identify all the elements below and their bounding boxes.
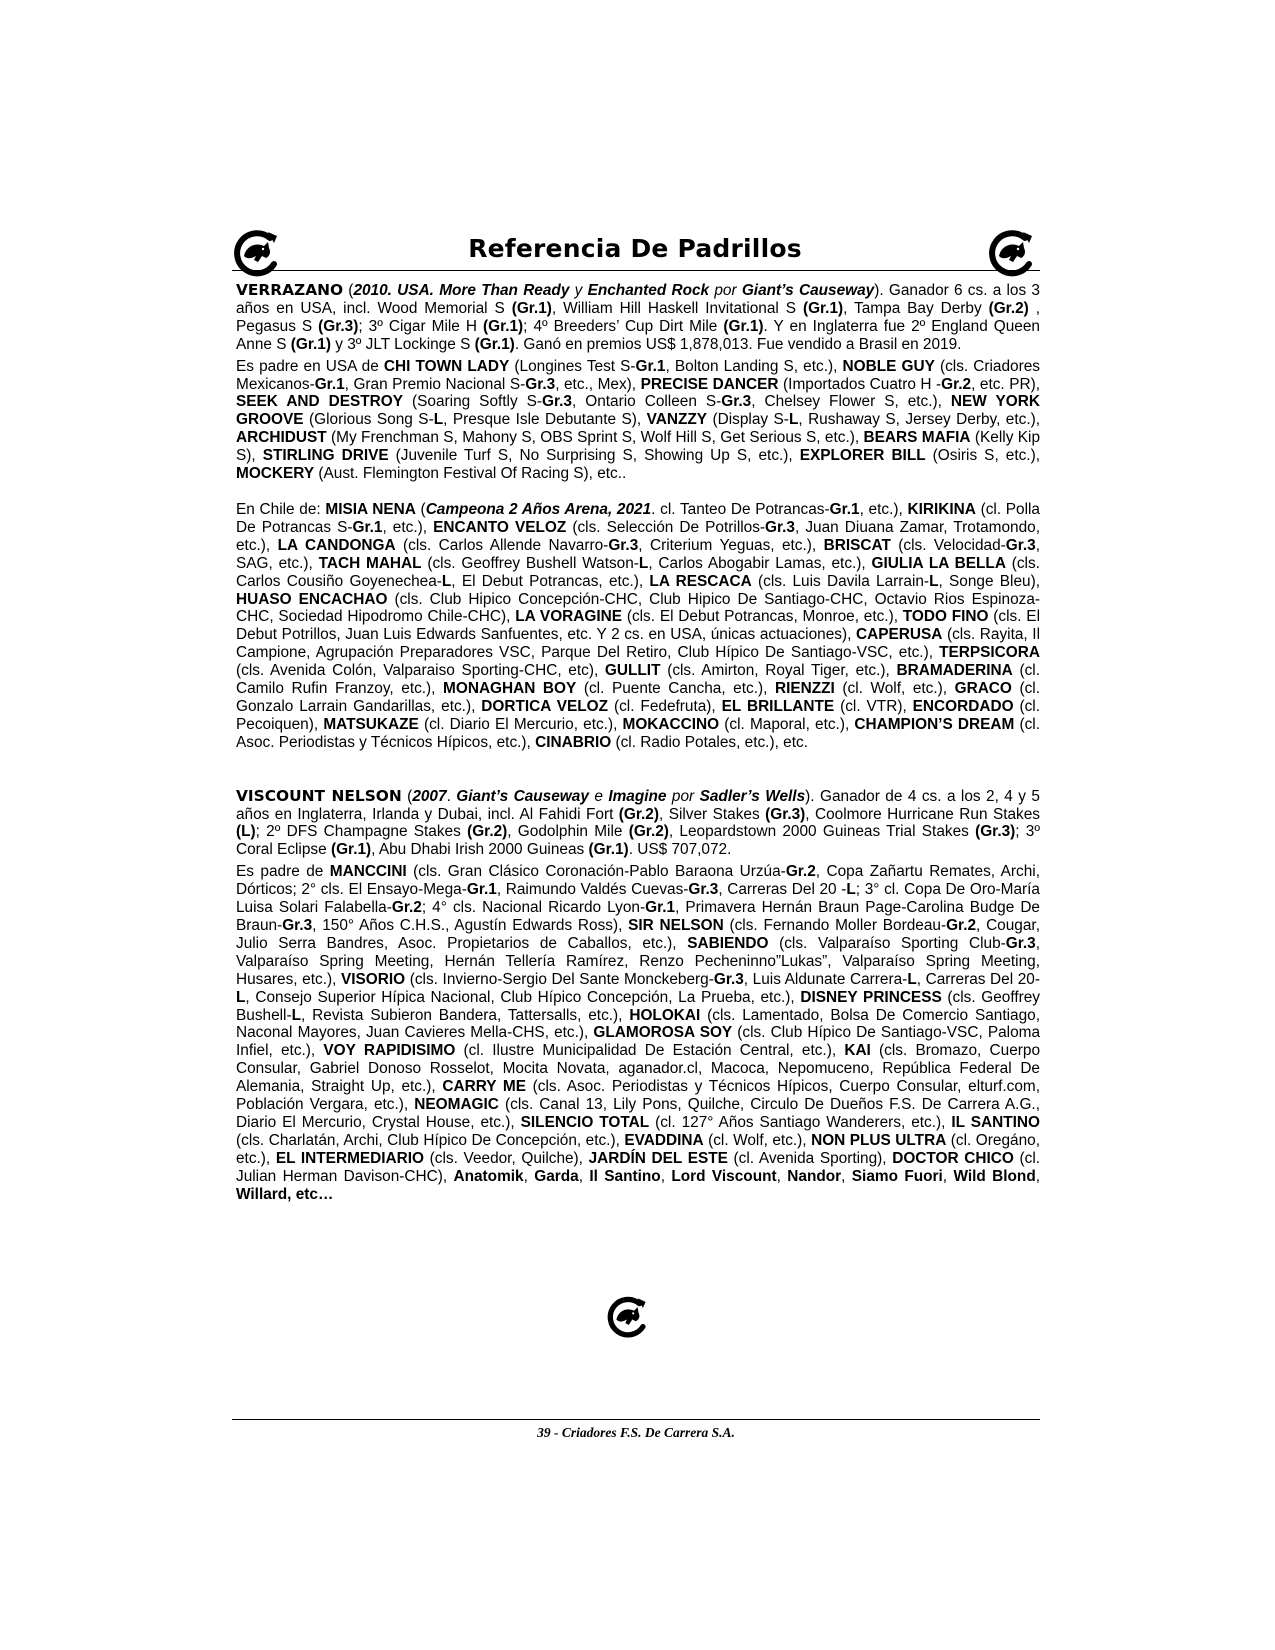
text-run: , Raimundo Valdés Cuevas- — [496, 881, 689, 899]
text-run: (Osiris S, etc.), — [925, 447, 1040, 465]
entry-intro — [236, 282, 1040, 354]
text-run: ). Ganador de 4 cs. a los 2, 4 y 5 años en Inglaterra, Irlanda y Dubai, incl. Al Fahidi Fort — [236, 787, 1040, 823]
bold-run: HUASO ENCACHAO — [236, 590, 388, 608]
bold-run: Gr.1 — [466, 881, 497, 899]
bold-run: LA CANDONGA — [277, 536, 396, 554]
text-run: , — [841, 1167, 852, 1185]
bold-run: SILENCIO TOTAL — [520, 1113, 650, 1131]
bold-run: Garda — [534, 1167, 579, 1185]
text-run: (cl. Radio Potales, etc.), etc. — [611, 733, 808, 751]
entry-paragraph — [236, 358, 1040, 483]
text-run: (cls. Club Hípico De Santiago-VSC, Paloma Infiel, etc.), — [236, 1024, 1041, 1060]
bold-run: RIENZZI — [774, 680, 835, 698]
text-run: , Consejo Superior Hípica Nacional, Club Hípico Concepción, La Prueba, etc.), — [245, 988, 801, 1006]
text-run: , SAG, etc.), — [236, 536, 1040, 572]
bold-run: LA VORAGINE — [515, 608, 623, 626]
text-run: (cls. Geoffrey Bushell Watson- — [421, 554, 639, 572]
bold-run: JARDÍN DEL ESTE — [588, 1149, 728, 1167]
bold-run: KIRIKINA — [907, 500, 976, 518]
bold-run: (Gr.3) — [765, 805, 806, 823]
text-run: (cls. Gran Clásico Coronación-Pablo Baraona Urzúa- — [406, 863, 786, 881]
bold-italic-run: 2007 — [412, 787, 447, 805]
bold-run: L — [441, 572, 452, 590]
text-run: (cls. Invierno-Sergio Del Sante Monckeberg- — [405, 970, 714, 988]
text-run: , Chelsey Flower S, etc.), — [751, 393, 951, 411]
bold-run: Gr.3 — [282, 917, 313, 934]
bold-run: TERPSICORA — [939, 644, 1040, 662]
text-run: . Y en Inglaterra fue 2º England Queen Anne S — [236, 317, 1040, 353]
text-run: ; 3° cl. Copa De Oro-María Luisa Solari Falabella- — [236, 881, 1040, 917]
text-run: (Importados Cuatro H - — [778, 375, 942, 393]
text-run: (cl. Asoc. Periodistas y Técnicos Hípicos, etc.), — [236, 715, 1041, 751]
bold-italic-run: Enchanted Rock — [587, 282, 715, 299]
bold-run: Gr.3 — [1005, 934, 1036, 952]
text-run: (cls. Bromazo, Cuerpo Consular, Gabriel Donoso Rosselot, Mocita Novata, aganador.cl, Macoca, Nepomuceno, República Federal De Alemania, Straight Up, etc.), — [236, 1042, 1041, 1096]
text-run: (cl. Wolf, etc.), — [834, 680, 955, 698]
bold-run: Gr.2 — [941, 375, 972, 393]
text-run: , Primavera Hernán Braun Page-Carolina Budge De Braun- — [236, 899, 1040, 934]
text-run: (cls. Velocidad- — [890, 536, 1006, 554]
text-run: (Kelly Kip S), — [236, 429, 1041, 465]
text-run: (cls. Geoffrey Bushell- — [236, 988, 1040, 1024]
text-run: , — [1035, 1167, 1041, 1185]
bold-run: (Gr.1) — [511, 299, 552, 317]
text-run: (cls. Amirton, Royal Tiger, etc.), — [660, 662, 897, 680]
text-run: , 150° Años C.H.S., Agustín Edwards Ross), — [312, 917, 629, 934]
text-run: (cls. El Debut Potrillos, Juan Luis Edwards Sanfuentes, etc. Y 2 cs. en USA, únicas actuaciones), — [236, 608, 1040, 644]
bold-run: MONAGHAN BOY — [443, 680, 577, 698]
bold-run: MISIA NENA — [325, 500, 416, 518]
text-run: (cls. Canal 13, Lily Pons, Quilche, Circulo De Dueños F.S. De Carrera A.G., Diario El Mercurio, Crystal House, etc.), — [236, 1096, 1040, 1131]
text-run: (cl. Polla De Potrancas S- — [236, 500, 1040, 536]
bold-italic-run: Imagine — [608, 787, 672, 805]
bold-run: L — [433, 411, 444, 429]
bold-run: L — [929, 572, 939, 590]
text-run: , etc.), — [859, 500, 908, 518]
bold-run: HOLOKAI — [629, 1006, 701, 1024]
text-run: (cl. Ilustre Municipalidad De Estación Central, etc.), — [455, 1042, 845, 1060]
bold-run: GLAMOROSA SOY — [593, 1024, 733, 1042]
bold-run: NEOMAGIC — [414, 1096, 499, 1114]
text-run: , Rushaway S, Jersey Derby, etc.), — [798, 411, 1041, 429]
text-run: (cls. El Debut Potrancas, Monroe, etc.), — [622, 608, 903, 626]
text-run: , — [660, 1167, 672, 1185]
bold-run: (Gr.2) — [628, 823, 669, 841]
text-run: ; 3º Cigar Mile H — [358, 317, 483, 335]
bold-run: Gr.3 — [1005, 536, 1036, 554]
bold-run: IL SANTINO — [951, 1113, 1040, 1131]
bold-run: Gr.1 — [635, 357, 666, 375]
bold-run: Gr.1 — [352, 518, 383, 536]
text-run: (cls. Veedor, Quilche), — [424, 1149, 589, 1167]
text-run: , — [776, 1167, 788, 1185]
text-run: Es padre en USA de — [236, 357, 384, 375]
text-run: , Songe Bleu), — [938, 572, 1040, 590]
bold-run: Gr.2 — [785, 863, 816, 881]
text-run: , Ontario Colleen S- — [572, 393, 722, 411]
bold-run: BRISCAT — [823, 536, 891, 554]
text-run: (cl. Camilo Rufin Franzoy, etc.), — [236, 662, 1040, 698]
text-run: , Tampa Bay Derby — [843, 299, 989, 317]
text-run: (cls. Valparaíso Sporting Club- — [768, 934, 1006, 952]
stallion-pedigree — [236, 282, 1040, 353]
text-run: (cl. Puente Cancha, etc.), — [576, 680, 775, 698]
bold-run: Il Santino — [589, 1167, 661, 1185]
stallion-references — [236, 282, 1040, 1204]
bold-run: L — [291, 1006, 302, 1024]
text-run: (cl. VTR), — [834, 697, 913, 715]
text-run: (cl. Gonzalo Larrain Gandarillas, etc.), — [236, 680, 1040, 715]
text-run: (cls. Carlos Allende Navarro- — [395, 536, 609, 554]
bold-run: EXPLORER BILL — [799, 447, 926, 465]
bold-italic-run: Campeona 2 Años Arena, 2021 — [425, 500, 652, 518]
bold-italic-run: Giant’s Causeway — [456, 787, 595, 805]
text-run: (cl. Avenida Sporting), — [727, 1149, 893, 1167]
italic-run: y — [574, 282, 588, 299]
text-run: (cl. Julian Herman Davison-CHC), — [236, 1149, 1041, 1185]
bold-run: (Gr.2) — [618, 805, 659, 823]
bold-run: (Gr.1) — [802, 299, 844, 317]
bold-run: CHI TOWN LADY — [383, 357, 510, 375]
bold-run: DISNEY PRINCESS — [800, 988, 942, 1006]
bold-run: (Gr.1) — [588, 841, 629, 859]
bold-run: Nandor — [787, 1167, 842, 1185]
text-run: ; 2º DFS Champagne Stakes — [255, 823, 468, 841]
bold-run: Gr.1 — [645, 899, 676, 917]
text-run: , Carlos Abogabir Lamas, etc.), — [648, 554, 872, 572]
text-run: , Carreras Del 20- — [916, 970, 1040, 988]
bold-run: Gr.3 — [713, 970, 744, 988]
text-run: , Gran Premio Nacional S- — [344, 375, 526, 393]
text-run: (Display S- — [707, 411, 789, 429]
text-run: (cls. Avenida Colón, Valparaiso Sporting-CHC, etc), — [236, 662, 605, 680]
text-run: (Soaring Softly S- — [403, 393, 543, 411]
text-run: (cl. Diario El Mercurio, etc.), — [418, 715, 623, 733]
bold-run: (Gr.3) — [318, 317, 359, 335]
text-run: (cls. Rayita, Il Campione, Agrupación Preparadores VSC, Parque Del Retiro, Club Hípico De Santiago-VSC, etc.), — [236, 626, 1040, 662]
bold-run: VANZZY — [646, 411, 708, 429]
text-run: , Juan Diuana Zamar, Trotamondo, etc.), — [236, 518, 1040, 554]
footer-divider — [232, 1419, 1040, 1420]
bold-run: EL INTERMEDIARIO — [275, 1149, 425, 1167]
text-run: , etc.), — [382, 518, 434, 536]
bold-run: MOKACCINO — [622, 715, 720, 733]
bold-run: STIRLING DRIVE — [262, 447, 389, 465]
text-run: . — [446, 787, 457, 805]
bold-run: Siamo Fuori — [851, 1167, 943, 1185]
text-run: ; 4º Breeders’ Cup Dirt Mile — [523, 317, 724, 335]
bold-run: MANCCINI — [329, 863, 407, 881]
bold-run: VOY RAPIDISIMO — [323, 1042, 456, 1060]
bold-run: GRACO — [954, 680, 1012, 698]
bold-run: BEARS MAFIA — [863, 429, 971, 447]
bold-run: (Gr.3) — [975, 823, 1016, 841]
bold-run: L — [788, 411, 799, 429]
text-run: (cls. Charlatán, Archi, Club Hípico De Concepción, etc.), — [236, 1131, 625, 1149]
text-run: , — [578, 1167, 590, 1185]
page-footer: 39 - Criadores F.S. De Carrera S.A. — [537, 1425, 735, 1440]
bold-run: Gr.2 — [946, 917, 977, 934]
text-run: (cls. Selección De Potrillos- — [566, 518, 766, 536]
text-run: En Chile de: — [236, 500, 326, 518]
bold-run: Anatomik — [453, 1167, 524, 1185]
bold-run: CARRY ME — [442, 1078, 526, 1096]
bold-italic-run: 2010. USA. More Than Ready — [353, 282, 575, 299]
bold-run: Lord Viscount — [671, 1167, 777, 1185]
text-run: . US$ 707,072. — [628, 841, 732, 859]
bold-run: ENCORDADO — [912, 697, 1014, 715]
text-run: , Abu Dhabi Irish 2000 Guineas — [371, 841, 589, 859]
text-run: . cl. Tanteo De Potrancas- — [651, 500, 830, 518]
text-run: (cl. Fedefruta), — [608, 697, 722, 715]
bold-run: CINABRIO — [535, 733, 612, 751]
stallion-name: VERRAZANO — [236, 281, 344, 299]
bold-run: Gr.3 — [525, 375, 556, 393]
bold-run: (Gr.1) — [330, 841, 372, 859]
text-run: (cls. Fernando Moller Bordeau- — [723, 917, 947, 934]
bold-run: Gr.3 — [688, 881, 719, 899]
text-run: , Coolmore Hurricane Run Stakes — [805, 805, 1041, 823]
text-run: (Glorious Song S- — [303, 411, 434, 429]
text-run: , Leopardstown 2000 Guineas Trial Stakes — [668, 823, 976, 841]
text-run: ( — [343, 282, 354, 299]
text-run: , Bolton Landing S, etc.), — [665, 357, 843, 375]
text-run: , Copa Zañartu Remates, Archi, Dórticos; 2° cls. El Ensayo-Mega- — [236, 863, 1040, 899]
bold-run: Gr.2 — [391, 899, 422, 917]
bold-run: ENCANTO VELOZ — [433, 518, 567, 536]
bold-run: GIULIA LA BELLA — [871, 554, 1006, 572]
bold-run: PRECISE DANCER — [640, 375, 779, 393]
bold-run: NOBLE GUY — [842, 357, 935, 375]
text-run: ( — [401, 787, 413, 805]
bold-run: L — [638, 554, 649, 572]
bold-run: MOCKERY — [236, 465, 315, 483]
bold-run: DOCTOR CHICO — [892, 1149, 1014, 1167]
text-run: , Luis Aldunate Carrera- — [743, 970, 908, 988]
bold-run: (L) — [236, 823, 256, 841]
bold-run: BRAMADERINA — [896, 662, 1013, 680]
text-run: (cls. Club Hipico Concepción-CHC, Club Hipico De Santiago-CHC, Octavio Rios Espinoza-CHC, Sociedad Hipodromo Chile-CHC), — [236, 590, 1041, 626]
text-run: y 3º JLT Lockinge S — [330, 335, 475, 353]
bold-italic-run: Sadler’s Wells — [699, 787, 806, 805]
bold-run: NEW YORK GROOVE — [236, 393, 1040, 429]
text-run: (cls. Asoc. Periodistas y Técnicos Hípicos, Cuerpo Consular, elturf.com, Población Vergara, etc.), — [236, 1078, 1040, 1114]
bold-run: VISORIO — [341, 970, 406, 988]
bold-run: TACH MAHAL — [318, 554, 422, 572]
italic-run: por — [671, 787, 700, 805]
bold-run: MATSUKAZE — [323, 715, 419, 733]
stallion-name: VISCOUNT NELSON — [236, 786, 402, 805]
text-run: , Godolphin Mile — [507, 823, 629, 841]
text-run: , Valparaíso Spring Meeting, Hernán Tellería Ramírez, Renzo Pecheninno”Lukas”, Valparaíso Spring Meeting, Husares, etc.), — [236, 934, 1040, 988]
horse-logo-icon — [604, 1293, 650, 1339]
bold-italic-run: Giant’s Causeway — [741, 282, 875, 299]
text-run: , Criterium Yeguas, etc.), — [638, 536, 824, 554]
text-run: (cl. Pecoiquen), — [236, 697, 1041, 733]
italic-run: por — [714, 282, 742, 299]
bold-run: GULLIT — [604, 662, 661, 680]
text-run: , Cougar, Julio Serra Bandres, Asoc. Propietarios de Caballos, etc.), — [236, 917, 1040, 952]
bold-run: (Gr.1) — [474, 335, 515, 353]
text-run: , etc. PR), — [971, 375, 1041, 393]
bold-run: Wild Blond — [953, 1167, 1036, 1185]
italic-run: e — [594, 787, 609, 805]
bold-run: Willard, etc… — [236, 1185, 334, 1203]
bold-run: KAI — [844, 1042, 871, 1060]
entry-intro — [236, 788, 1040, 860]
bold-run: L — [236, 988, 246, 1006]
text-run: ; 3º Coral Eclipse — [236, 823, 1040, 859]
bold-run: CAPERUSA — [856, 626, 943, 644]
text-run: (cl. Maporal, etc.), — [719, 715, 855, 733]
text-run: Es padre de — [236, 863, 330, 881]
text-run: (Longines Test S- — [509, 357, 636, 375]
page-title: Referencia De Padrillos — [468, 234, 802, 263]
bold-run: (Gr.2) — [988, 299, 1029, 317]
bold-run: L — [846, 881, 856, 899]
bold-run: Gr.3 — [542, 393, 572, 411]
bold-run: L — [907, 970, 917, 988]
text-run: , Presque Isle Debutante S), — [443, 411, 647, 429]
text-run: (cls. Criadores Mexicanos- — [236, 357, 1040, 393]
text-run: (cls. Lamentado, Bolsa De Comercio Santiago, Naconal Mayores, Juan Cavieres Mella-CHS, etc.), — [236, 1006, 1041, 1042]
bold-run: Gr.3 — [765, 518, 795, 536]
bold-run: LA RESCACA — [649, 572, 752, 590]
bold-run: TODO FINO — [902, 608, 989, 626]
bold-run: (Gr.2) — [467, 823, 508, 841]
text-run: (cls. Carlos Cousiño Goyenechea- — [236, 554, 1040, 590]
text-run: , Carreras Del 20 - — [718, 881, 847, 899]
title-divider — [232, 270, 1040, 271]
text-run: (cl. Wolf, etc.), — [703, 1131, 812, 1149]
bold-run: EVADDINA — [624, 1131, 704, 1149]
text-run: , Pegasus S — [236, 299, 1040, 335]
bold-run: Gr.1 — [829, 500, 860, 518]
bold-run: (Gr.1) — [723, 317, 764, 335]
bold-run: CHAMPION’S DREAM — [854, 715, 1015, 733]
bold-run: SIR NELSON — [628, 917, 724, 934]
bold-run: Gr.3 — [608, 536, 639, 554]
text-run: (My Frenchman S, Mahony S, OBS Sprint S, Wolf Hill S, Get Serious S, etc.), — [326, 429, 864, 447]
bold-run: (Gr.1) — [482, 317, 524, 335]
text-run: . Ganó en premios US$ 1,878,013. Fue vendido a Brasil en 2019. — [514, 335, 962, 353]
entry-paragraph — [236, 501, 1040, 752]
bold-run: NON PLUS ULTRA — [811, 1131, 947, 1149]
text-run: ; 4° cls. Nacional Ricardo Lyon- — [421, 899, 646, 917]
bold-run: Gr.3 — [721, 393, 752, 411]
bold-run: SABIENDO — [687, 934, 769, 952]
entry-paragraph — [236, 863, 1040, 1203]
text-run: (cl. 127° Años Santiago Wanderers, etc.), — [649, 1113, 952, 1131]
text-run: (Aust. Flemington Festival Of Racing S), etc.. — [314, 465, 627, 483]
text-run: , Revista Subieron Bandera, Tattersalls, etc.), — [301, 1006, 630, 1024]
bold-run: (Gr.1) — [290, 335, 331, 353]
text-run: (cl. Oregáno, etc.), — [236, 1131, 1040, 1167]
bold-run: EL BRILLANTE — [721, 697, 835, 715]
bold-run: DORTICA VELOZ — [481, 697, 609, 715]
text-run: , etc., Mex), — [555, 375, 641, 393]
text-run: , William Hill Haskell Invitational S — [551, 299, 803, 317]
bold-run: ARCHIDUST — [236, 429, 327, 447]
text-run: , — [523, 1167, 535, 1185]
text-run: , El Debut Potrancas, etc.), — [451, 572, 650, 590]
text-run: (Juvenile Turf S, No Surprising S, Showing Up S, etc.), — [388, 447, 800, 465]
text-run: (cls. Luis Davila Larrain- — [751, 572, 930, 590]
text-run: ( — [415, 500, 426, 518]
text-run: , Silver Stakes — [659, 805, 766, 823]
text-run: , — [942, 1167, 954, 1185]
bold-run: SEEK AND DESTROY — [236, 393, 404, 411]
bold-run: Gr.1 — [314, 375, 345, 393]
text-run: ). Ganador 6 cs. a los 3 años en USA, incl. Wood Memorial S — [236, 282, 1040, 317]
